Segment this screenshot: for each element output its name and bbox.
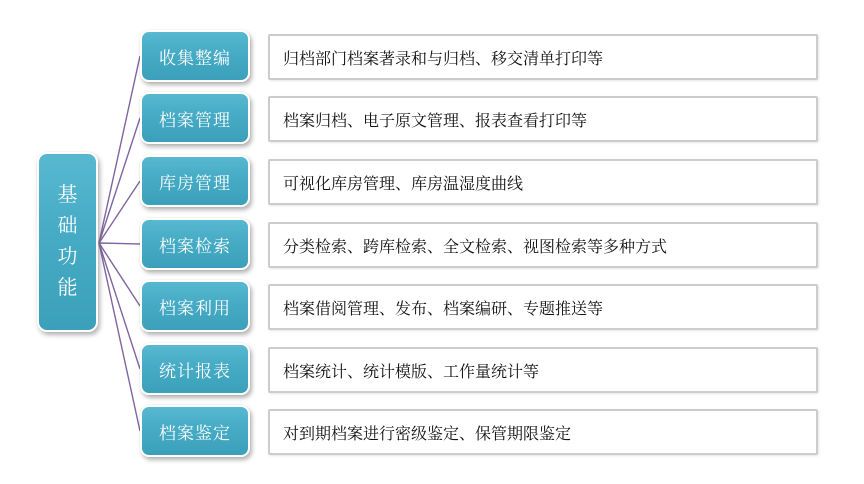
branch-node bbox=[140, 405, 250, 457]
row-archive-management bbox=[140, 92, 820, 144]
description-text: 对到期档案进行密级鉴定、保管期限鉴定 bbox=[283, 425, 572, 443]
row-archive-retrieval bbox=[140, 218, 820, 270]
description-box bbox=[268, 284, 818, 330]
branch-node-label: 档案检索 bbox=[159, 236, 231, 256]
description-box bbox=[268, 96, 818, 142]
description-text: 可视化库房管理、库房温湿度曲线 bbox=[283, 175, 524, 193]
branch-node bbox=[140, 218, 250, 270]
connector-line bbox=[99, 243, 140, 431]
root-node-label: 基础功能 bbox=[57, 184, 78, 299]
description-text: 归档部门档案著录和与归档、移交清单打印等 bbox=[283, 50, 604, 68]
description-box bbox=[268, 34, 818, 80]
description-box bbox=[268, 159, 818, 205]
description-text: 档案统计、统计模版、工作量统计等 bbox=[283, 363, 540, 381]
branch-node-label: 统计报表 bbox=[159, 361, 231, 381]
branch-node-label: 档案利用 bbox=[159, 298, 231, 318]
row-statistical-reports bbox=[140, 343, 820, 395]
branch-node bbox=[140, 280, 250, 332]
connector-line bbox=[99, 243, 140, 369]
connector-line bbox=[99, 118, 140, 243]
row-archive-utilization bbox=[140, 280, 820, 332]
branch-node bbox=[140, 343, 250, 395]
description-text: 分类检索、跨库检索、全文检索、视图检索等多种方式 bbox=[283, 238, 668, 256]
root-node-basic-functions bbox=[37, 152, 98, 332]
connector-line bbox=[99, 243, 140, 244]
branch-node bbox=[140, 155, 250, 207]
description-box bbox=[268, 409, 818, 455]
branch-node bbox=[140, 92, 250, 144]
row-warehouse-management bbox=[140, 155, 820, 207]
branch-node bbox=[140, 30, 250, 82]
description-box bbox=[268, 222, 818, 268]
branch-node-label: 库房管理 bbox=[159, 173, 231, 193]
row-collection-organization bbox=[140, 30, 820, 82]
connector-line bbox=[99, 56, 140, 243]
connector-line bbox=[99, 243, 140, 306]
row-archive-appraisal bbox=[140, 405, 820, 457]
branch-node-label: 收集整编 bbox=[159, 48, 231, 68]
description-box bbox=[268, 347, 818, 393]
description-text: 档案借阅管理、发布、档案编研、专题推送等 bbox=[283, 300, 604, 318]
branch-node-label: 档案管理 bbox=[159, 110, 231, 130]
branch-node-label: 档案鉴定 bbox=[159, 423, 231, 443]
description-text: 档案归档、电子原文管理、报表查看打印等 bbox=[283, 112, 588, 130]
